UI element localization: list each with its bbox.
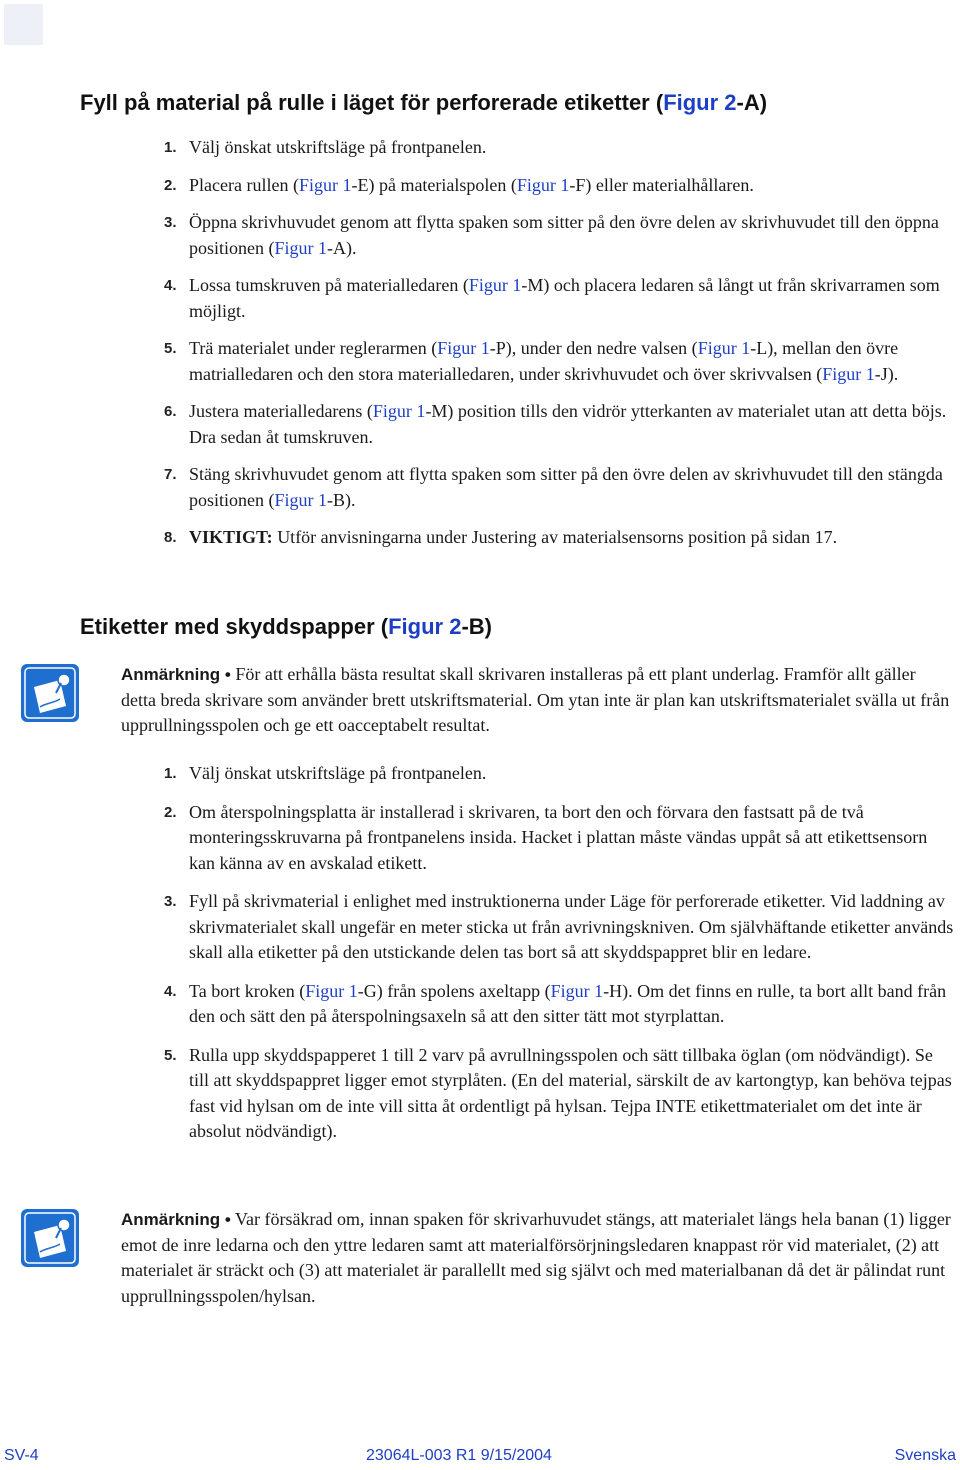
step-text: Justera materialledarens (Figur 1-M) position tills den vidrör ytterkanten av materialet utan att detta böjs. Dra sedan åt tumskruven. xyxy=(189,401,947,447)
step-number: 1. xyxy=(164,765,177,782)
note-media-path: Anmärkning • Var försäkrad om, innan spaken för skrivarhuvudet stängs, att materialet längs hela banan (1) ligger emot de inre ledarna och den yttre ledaren samt att materialförsörjningsledaren knappast rör vid materialet, (2) att materialet är sträckt och (3) att materialet är parallellt med sig självt och med materialbanan då det är pålindat runt upprullningsspolen/hylsan. xyxy=(121,1209,951,1306)
section-heading-perforated: Fyll på material på rulle i läget för perforerade etiketter (Figur 2-A) xyxy=(80,90,768,115)
step-text: Trä materialet under reglerarmen (Figur 1-P), under den nedre valsen (Figur 1-L), mellan den övre matrialledaren och den stora materialledaren, under skrivhuvudet och över skrivvalsen (Figur 1-J). xyxy=(189,338,899,384)
step-item xyxy=(164,462,956,513)
footer-doc-id: 23064L-003 R1 9/15/2004 xyxy=(366,1447,552,1464)
step-item xyxy=(164,1043,956,1145)
figure-link[interactable]: Figur 1 xyxy=(468,275,522,295)
step-number: 7. xyxy=(164,466,177,483)
step-text: Välj önskat utskriftsläge på frontpanelen. xyxy=(189,763,487,783)
step-text: Öppna skrivhuvudet genom att flytta spaken som sitter på den övre delen av skrivhuvudet till den öppna positionen (Figur 1-A). xyxy=(189,212,939,258)
steps-list-liner xyxy=(164,761,956,1145)
note-level-surface: Anmärkning • För att erhålla bästa resultat skall skrivaren installeras på ett plant underlag. Framför allt gäller detta breda skrivare som använder brett utskriftsmaterial. Om ytan inte är plan kan utskriftsmaterialet svälla ut från upprullningsspolen och ge ett oacceptabelt resultat. xyxy=(121,664,950,735)
step-item xyxy=(164,399,956,450)
note-hand-icon xyxy=(20,663,80,723)
step-number: 4. xyxy=(164,982,177,1000)
step-item xyxy=(164,273,956,324)
corner-placeholder xyxy=(4,4,43,45)
step-text: Ta bort kroken (Figur 1-G) från spolens axeltapp (Figur 1-H). Om det finns en rulle, ta bort allt band från den och sätt den på återspolningsaxeln så att den sitter tätt mot styrplattan. xyxy=(189,980,947,1026)
figure-link[interactable]: Figur 2 xyxy=(663,90,737,115)
step-number: 1. xyxy=(164,139,177,156)
step-item xyxy=(164,135,956,161)
step-item xyxy=(164,979,956,1030)
figure-link[interactable]: Figur 1 xyxy=(298,174,352,195)
step-text: Om återspolningsplatta är installerad i skrivaren, ta bort den och förvara den fastsatt på de två monteringsskruvarna på frontpanelens insida. Hacket i plattan måste vändas uppåt så att etikettsensorn kan känna av en avskalad etikett. xyxy=(189,801,928,873)
figure-link[interactable]: Figur 1 xyxy=(372,401,426,421)
step-text: Rulla upp skyddspapperet 1 till 2 varv på avrullningsspolen och sätt tillbaka öglan (om nödvändigt). Se till att skyddspappret ligger emot styrplåten. (En del material, särskilt de av kartongtyp, kan behöva tejpas fast vid hylsan om de inte vill sitta åt ordentligt på hylsan. Tejpa INTE etikettmaterialet om det inte är absolut nödvändigt). xyxy=(189,1044,952,1141)
section-heading-liner: Etiketter med skyddspapper (Figur 2-B) xyxy=(80,614,492,639)
step-text: Fyll på skrivmaterial i enlighet med instruktionerna under Läge för perforerade etiketter. Vid laddning av skrivmaterialet skall ungefär en meter sticka ut från avrivningskniven. Om självhäftande etiketter används skall alla etiketter på den utstickande delen tas bort så att skyddspappret blir en ledare. xyxy=(189,891,954,962)
step-number: 4. xyxy=(164,277,177,294)
steps-list-perforated xyxy=(164,135,956,551)
step-item xyxy=(164,761,956,787)
step-item xyxy=(164,889,956,966)
note-label: Anmärkning • xyxy=(121,1210,231,1229)
step-text: Välj önskat utskriftsläge på frontpanelen. xyxy=(189,137,487,157)
figure-link[interactable]: Figur 2 xyxy=(388,614,462,639)
step-text: Placera rullen (Figur 1-E) på materialspolen (Figur 1-F) eller materialhållaren. xyxy=(189,174,754,195)
step-number: 6. xyxy=(164,403,177,420)
step-item xyxy=(164,336,956,387)
figure-link[interactable]: Figur 1 xyxy=(516,174,570,195)
page-footer xyxy=(0,1447,960,1469)
step-number: 8. xyxy=(164,529,177,546)
figure-link[interactable]: Figur 1 xyxy=(274,489,328,510)
step-number: 2. xyxy=(164,803,177,821)
step-number: 3. xyxy=(164,893,177,910)
important-label: VIKTIGT: xyxy=(189,527,273,547)
step-text: VIKTIGT: Utför anvisningarna under Justering av materialsensorns position på sidan 17. xyxy=(189,527,838,547)
step-number: 5. xyxy=(164,1046,177,1064)
step-number: 5. xyxy=(164,340,177,357)
step-item xyxy=(164,800,956,877)
note-label: Anmärkning • xyxy=(121,665,231,684)
figure-link[interactable]: Figur 1 xyxy=(305,980,358,1001)
footer-page-number: SV-4 xyxy=(4,1447,39,1464)
figure-link[interactable]: Figur 1 xyxy=(437,338,490,358)
step-number: 3. xyxy=(164,214,177,231)
footer-language: Svenska xyxy=(894,1447,956,1464)
figure-link[interactable]: Figur 1 xyxy=(550,980,604,1001)
figure-link[interactable]: Figur 1 xyxy=(697,338,751,358)
step-item xyxy=(164,173,956,199)
step-number: 2. xyxy=(164,176,177,194)
figure-link[interactable]: Figur 1 xyxy=(274,237,328,258)
step-text: Lossa tumskruven på materialledaren (Figur 1-M) och placera ledaren så långt ut från skrivarramen som möjligt. xyxy=(189,275,940,321)
step-item xyxy=(164,525,956,551)
note-hand-icon xyxy=(20,1208,80,1268)
step-text: Stäng skrivhuvudet genom att flytta spaken som sitter på den övre delen av skrivhuvudet till den stängda positionen (Figur 1-B). xyxy=(189,464,943,510)
step-item xyxy=(164,210,956,261)
figure-link[interactable]: Figur 1 xyxy=(822,363,875,384)
